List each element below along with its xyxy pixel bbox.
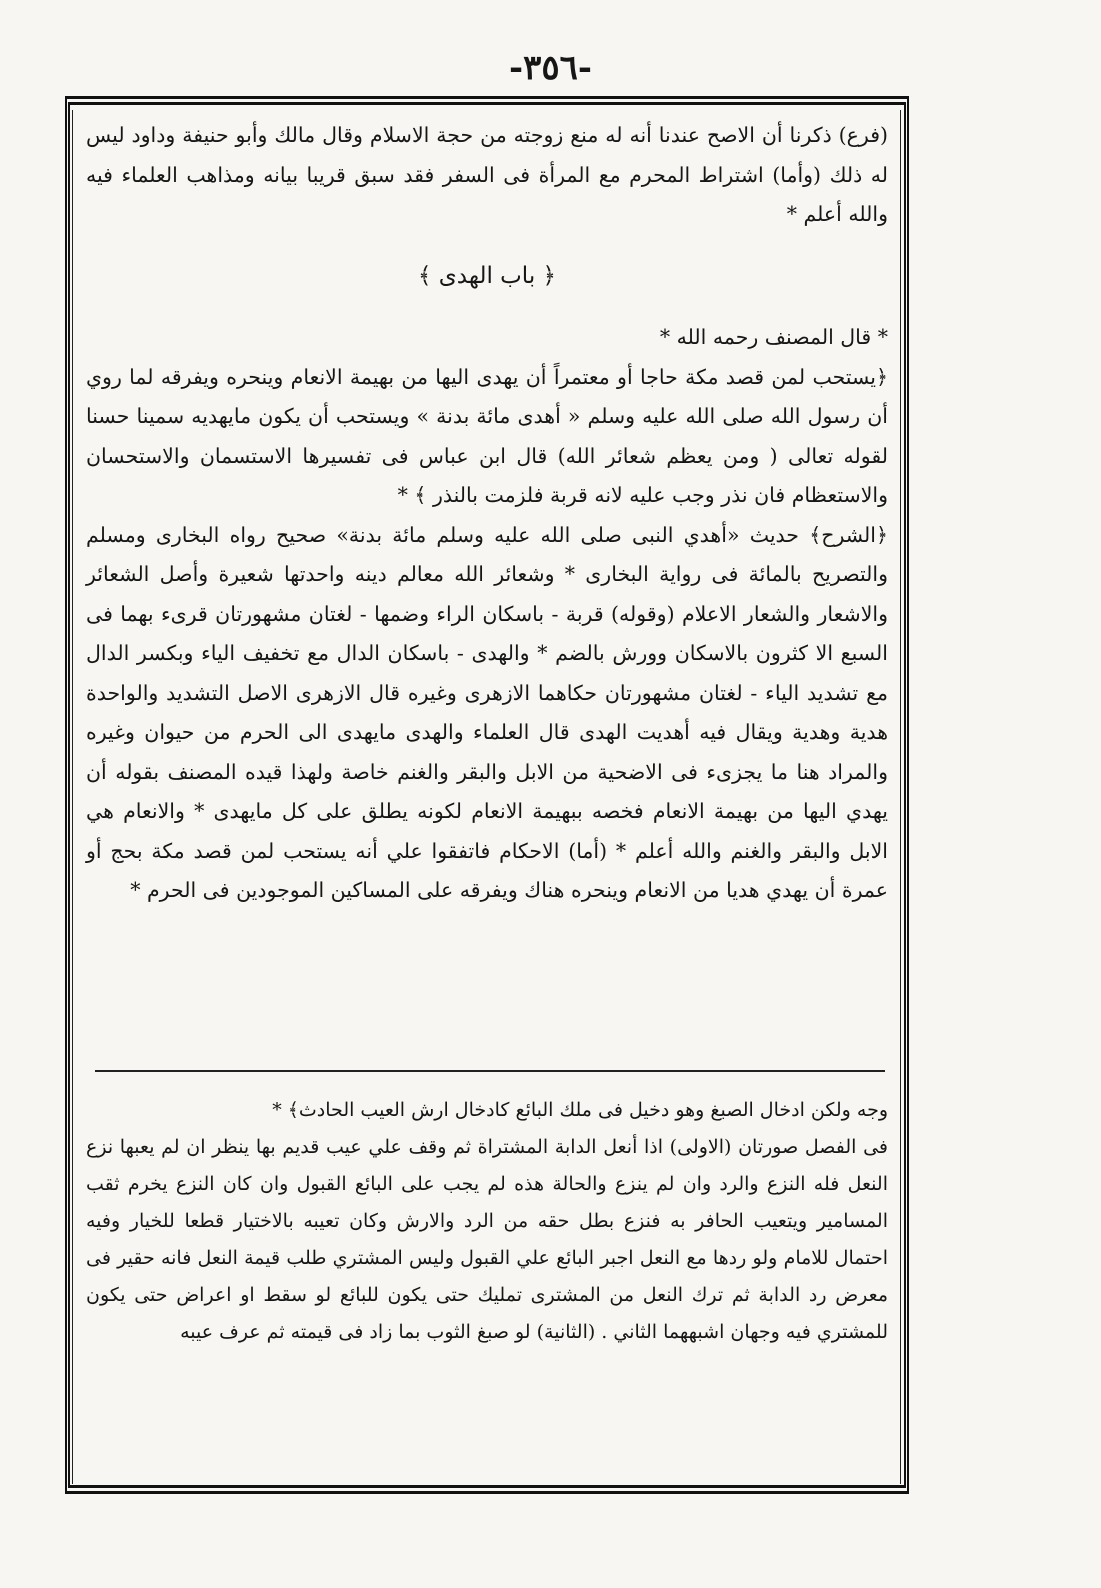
paragraph-author-says: * قال المصنف رحمه الله * <box>659 325 888 349</box>
footnote-paragraph-2: فى الفصل صورتان (الاولى) اذا أنعل الدابة المشتراة ثم وقف علي عيب قديم بها ينظر ان لم يعبها نزع النعل فله النزع والرد وان لم ينزع والحالة هذه لم يجب على البائع القبول وان كان النزع يخرم ثقب المسامير ويتعيب الحافر به فنزع بطل حقه من الرد والارش وكان تعيبه بالاختيار قطعا للخيار وفيه احتمال للامام ولو ردها مع النعل اجبر البائع علي القبول وليس المشتري طلب قيمة النعل فانه حقير فى معرض رد الدابة ثم ترك النعل من المشترى تمليك حتى يكون للبائع لو سقط او اعراض حتى يكون للمشتري فيه وجهان اشبههما الثاني . (الثانية) لو صبغ الثوب بما زاد فى قيمته ثم عرف عيبه <box>86 1136 888 1343</box>
footnote-separator <box>95 1070 885 1072</box>
footnote-text-block <box>86 1092 888 1351</box>
paragraph-sharh: ﴿الشرح﴾ حديث «أهدي النبى صلى الله عليه وسلم مائة بدنة» صحيح رواه البخارى ومسلم والتصريح بالمائة فى رواية البخارى * وشعائر الله معالم دينه واحدتها شعيرة وأصل الشعائر والاشعار والشعار الاعلام (وقوله) قربة - باسكان الراء وضمها - لغتان مشهورتان قرىء بهما فى السبع الا كثرون بالاسكان وورش بالضم * والهدى - باسكان الدال مع تخفيف الياء وبكسر الدال مع تشديد الياء - لغتان مشهورتان حكاهما الازهرى وغيره قال الازهرى الاصل التشديد والواحدة هدية وهدية ويقال فيه أهديت الهدى قال العلماء والهدى مايهدى الى الحرم من حيوان وغيره والمراد هنا ما يجزىء فى الاضحية من الابل والبقر والغنم خاصة ولهذا قيده المصنف بقوله أن يهدي اليها من بهيمة الانعام فخصه ببهيمة الانعام لكونه يطلق على كل مايهدى * والانعام هي الابل والبقر والغنم والله أعلم * (أما) الاحكام فاتفقوا علي أنه يستحب لمن قصد مكة بحج أو عمرة أن يهدي هديا من الانعام وينحره هناك ويفرقه على المساكين الموجودين فى الحرم * <box>86 522 888 902</box>
page-number: -٣٥٦- <box>508 48 593 88</box>
paragraph-fara: (فرع) ذكرنا أن الاصح عندنا أنه له منع زوجته من حجة الاسلام وقال مالك وأبو حنيفة وداود ليس له ذلك (وأما) اشتراط المحرم مع المرأة فى السفر فقد سبق قريبا بيانه ومذاهب العلماء فيه والله أعلم * <box>86 123 888 226</box>
main-text-block <box>86 116 888 911</box>
paragraph-matn: ﴿يستحب لمن قصد مكة حاجا أو معتمراً أن يهدى اليها من بهيمة الانعام وينحره ويفرقه لما روي أن رسول الله صلى الله عليه وسلم « أهدى مائة بدنة » ويستحب أن يكون مايهديه سمينا حسنا لقوله تعالى ( ومن يعظم شعائر الله) قال ابن عباس فى تفسيرها الاستسمان والاستحسان والاستعظام فان نذر وجب عليه لانه قربة فلزمت بالنذر ﴾ * <box>86 364 888 507</box>
section-heading: ﴿ باب الهدى ﴾ <box>417 262 557 289</box>
frame-inner-rule-left <box>72 110 73 1484</box>
footnote-paragraph-1: وجه ولكن ادخال الصبغ وهو دخيل فى ملك البائع كادخال ارش العيب الحادث﴾ * <box>272 1099 888 1121</box>
frame-inner-rule-right <box>900 110 901 1484</box>
